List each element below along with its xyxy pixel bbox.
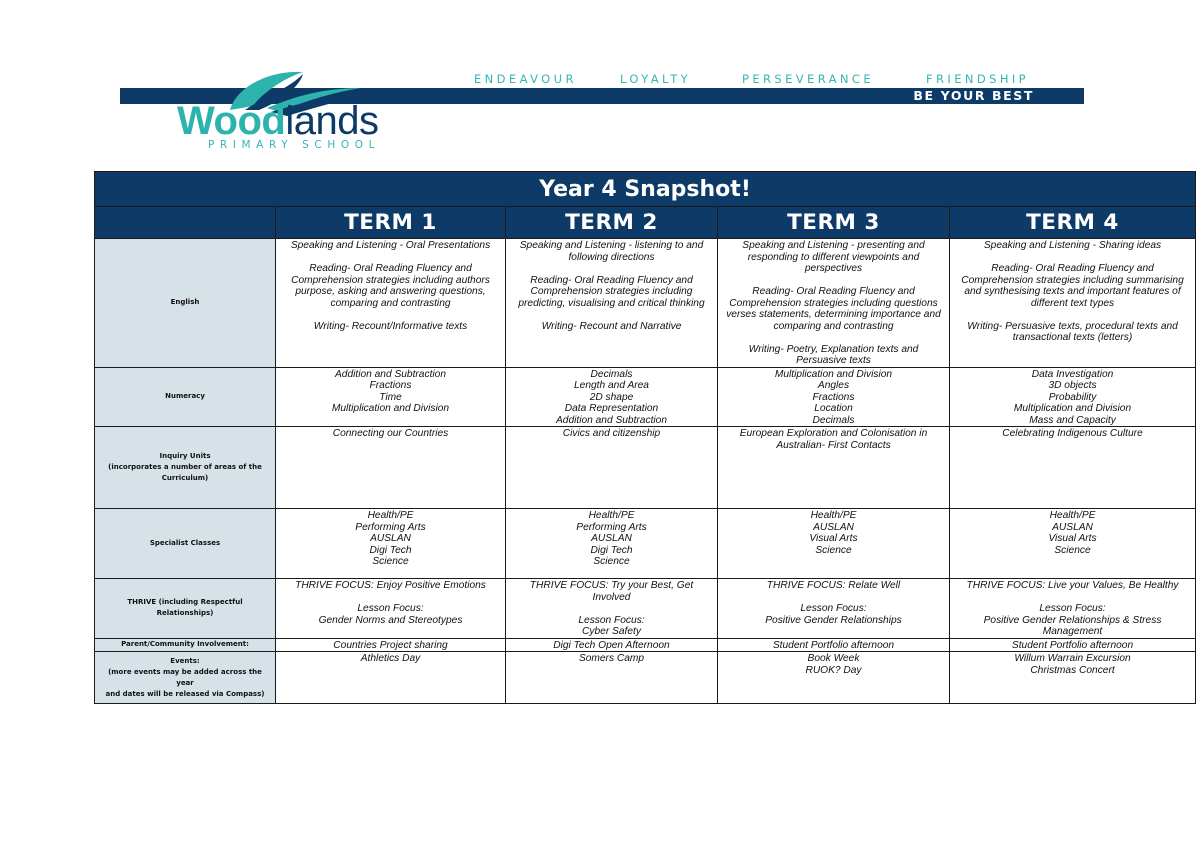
row-label-line: and dates will be released via Compass)	[105, 689, 265, 698]
term-2-header: TERM 2	[506, 207, 718, 239]
cell-line: Comprehension strategies including questions	[729, 297, 938, 309]
motto-friendship: FRIENDSHIP	[926, 72, 1029, 86]
cell-line	[955, 309, 1190, 321]
row-label	[95, 509, 276, 579]
cell-line: Positive Gender Relationships & Stress	[983, 614, 1162, 626]
cell-line: Speaking and Listening - Oral Presentations	[290, 240, 491, 251]
cell-line: Student Portfolio afternoon	[1011, 639, 1134, 651]
cell-line: verses statements, determining importance and	[726, 309, 941, 320]
term-3-cell	[718, 579, 950, 639]
cell-line: comparing and contrasting	[330, 297, 451, 309]
cell-line: 3D objects	[1048, 380, 1097, 391]
term-4-cell	[950, 427, 1196, 509]
cell-line: Science	[372, 556, 409, 567]
term-2-cell	[506, 652, 718, 704]
row-label-line: Events:	[170, 656, 200, 665]
table-row	[95, 638, 1196, 652]
cell-line: perspectives	[804, 263, 863, 274]
cell-line: Connecting our Countries	[332, 428, 449, 439]
cell-line: AUSLAN	[1052, 521, 1093, 533]
row-label-line: Numeracy	[165, 392, 205, 401]
cell-line: Digi Tech	[590, 544, 633, 556]
cell-line: Writing- Poetry, Explanation texts and	[748, 343, 919, 355]
cell-line: Countries Project sharing	[333, 639, 448, 651]
term-2-cell	[506, 638, 718, 652]
cell-line: Reading- Oral Reading Fluency and	[530, 274, 693, 286]
cell-line	[723, 592, 944, 604]
term-2-cell	[506, 239, 718, 368]
cell-line: 2D shape	[589, 391, 634, 403]
cell-line: Cyber Safety	[582, 626, 641, 637]
row-label	[95, 239, 276, 368]
cell-line: AUSLAN	[370, 533, 411, 544]
cell-line	[511, 309, 712, 321]
term-3-cell	[718, 427, 950, 509]
cell-line: Comprehension strategies including summarising	[961, 274, 1184, 286]
row-label-line: (more events may be added across the year	[108, 667, 262, 687]
cell-line	[955, 592, 1190, 604]
table-row	[95, 509, 1196, 579]
cell-line: Health/PE	[1049, 510, 1096, 521]
row-label	[95, 579, 276, 639]
motto-endeavour: ENDEAVOUR	[474, 72, 577, 86]
cell-line: Lesson Focus:	[800, 603, 867, 614]
cell-line: Reading- Oral Reading Fluency and	[309, 263, 472, 274]
cell-line: Lesson Focus:	[357, 603, 424, 614]
term-4-cell	[950, 579, 1196, 639]
cell-line: Comprehension strategies including authors	[291, 274, 490, 286]
cell-line	[955, 252, 1190, 264]
motto-loyalty: LOYALTY	[620, 72, 692, 86]
cell-line: Somers Camp	[578, 653, 645, 664]
term-1-cell	[276, 579, 506, 639]
cell-line: purpose, asking and answering questions,	[295, 286, 486, 297]
cell-line: Angles	[817, 380, 850, 391]
cell-line: Health/PE	[588, 510, 635, 521]
cell-line: Comprehension strategies including	[530, 286, 693, 297]
cell-line: Book Week	[807, 653, 860, 664]
term-4-header: TERM 4	[950, 207, 1196, 239]
row-label	[95, 638, 276, 652]
term-1-header: TERM 1	[276, 207, 506, 239]
term-2-cell	[506, 367, 718, 427]
cell-line: Willum Warrain Excursion	[1014, 653, 1131, 664]
term-4-cell	[950, 509, 1196, 579]
row-label	[95, 367, 276, 427]
term-2-cell	[506, 509, 718, 579]
term-4-cell	[950, 367, 1196, 427]
cell-line: predicting, visualising and critical thinking	[518, 297, 705, 309]
cell-line: Writing- Persuasive texts, procedural texts and	[967, 320, 1178, 332]
term-2-cell	[506, 427, 718, 509]
cell-line: Australian- First Contacts	[776, 439, 891, 451]
cell-line: transactional texts (letters)	[1012, 332, 1133, 343]
cell-line: Reading- Oral Reading Fluency and	[752, 286, 915, 297]
cell-line: Writing- Recount and Narrative	[541, 320, 682, 332]
cell-line: Persuasive texts	[796, 355, 871, 366]
row-label-line: THRIVE (including Respectful Relationships)	[127, 598, 243, 618]
term-4-cell	[950, 638, 1196, 652]
cell-line: Speaking and Listening - Sharing ideas	[983, 240, 1162, 251]
cell-line: Data Investigation	[1031, 368, 1114, 380]
cell-line: RUOK? Day	[805, 664, 862, 676]
term-1-cell	[276, 509, 506, 579]
cell-line	[281, 252, 500, 264]
cell-line: Mass and Capacity	[1029, 414, 1116, 426]
cell-line: Student Portfolio afternoon	[772, 639, 895, 651]
table-row	[95, 367, 1196, 427]
cell-line: Science	[815, 544, 852, 556]
cell-line: Performing Arts	[355, 521, 426, 533]
term-header-blank	[95, 207, 276, 239]
table-row	[95, 239, 1196, 368]
cell-line: THRIVE FOCUS: Live your Values, Be Healthy	[966, 580, 1179, 591]
term-2-cell	[506, 579, 718, 639]
cell-line: Science	[593, 556, 630, 567]
cell-line: Health/PE	[810, 510, 857, 521]
motto-strip	[440, 70, 1084, 88]
motto-perseverance: PERSEVERANCE	[742, 72, 874, 86]
term-4-cell	[950, 239, 1196, 368]
cell-line: Positive Gender Relationships	[765, 614, 902, 626]
row-label-line: Specialist Classes	[149, 539, 221, 547]
cell-line: Civics and citizenship	[562, 428, 661, 439]
cell-line: Science	[1054, 544, 1091, 556]
cell-line: Length and Area	[574, 380, 649, 391]
cell-line	[281, 309, 500, 321]
term-3-header: TERM 3	[718, 207, 950, 239]
table-row	[95, 652, 1196, 704]
tagline: BE YOUR BEST	[913, 88, 1034, 103]
cell-line: Speaking and Listening - presenting and	[742, 240, 925, 251]
cell-line: Speaking and Listening - listening to and	[519, 240, 704, 251]
cell-line	[723, 332, 944, 344]
cell-line: THRIVE FOCUS: Relate Well	[766, 580, 901, 591]
cell-line: Visual Arts	[1048, 533, 1097, 544]
row-label-line: Curriculum)	[161, 474, 209, 482]
cell-line: Athletics Day	[360, 653, 421, 664]
table-row	[95, 427, 1196, 509]
cell-line: Visual Arts	[809, 533, 858, 544]
cell-line: Decimals	[590, 368, 633, 380]
cell-line: Health/PE	[367, 510, 414, 521]
cell-line: following directions	[568, 251, 655, 263]
cell-line: European Exploration and Colonisation in	[739, 428, 928, 439]
cell-line: Performing Arts	[576, 521, 647, 533]
term-1-cell	[276, 652, 506, 704]
cell-line: Celebrating Indigenous Culture	[1002, 428, 1143, 439]
cell-line: different text types	[1030, 297, 1115, 309]
cell-line	[723, 275, 944, 287]
cell-line: Probability	[1048, 391, 1097, 403]
row-label-line: Parent/Community Involvement:	[121, 640, 249, 649]
cell-line	[511, 263, 712, 275]
row-label	[95, 427, 276, 509]
cell-line: Fractions	[812, 391, 855, 403]
row-label-line: English	[170, 298, 200, 307]
cell-line: Addition and Subtraction	[334, 368, 446, 380]
term-3-cell	[718, 509, 950, 579]
cell-line: Christmas Concert	[1030, 664, 1115, 676]
term-1-cell	[276, 367, 506, 427]
cell-line: Multiplication and Division	[1013, 403, 1132, 414]
term-3-cell	[718, 367, 950, 427]
cell-line: Data Representation	[564, 403, 659, 414]
cell-line: Addition and Subtraction	[555, 414, 667, 426]
cell-line: Time	[379, 391, 402, 403]
cell-line	[511, 603, 712, 615]
cell-line	[281, 592, 500, 604]
cell-line: Location	[814, 403, 853, 414]
term-1-cell	[276, 239, 506, 368]
cell-line: Multiplication and Division	[774, 368, 893, 380]
cell-line: Fractions	[369, 380, 412, 391]
cell-line: Involved	[592, 591, 631, 603]
cell-line: Lesson Focus:	[578, 614, 645, 626]
table-row	[95, 579, 1196, 639]
cell-line: Reading- Oral Reading Fluency and	[991, 263, 1154, 274]
term-3-cell	[718, 239, 950, 368]
cell-line: comparing and contrasting	[773, 320, 894, 332]
row-label-line: Inquiry Units	[159, 452, 211, 460]
cell-line: Writing- Recount/Informative texts	[313, 320, 468, 332]
cell-line: Gender Norms and Stereotypes	[318, 614, 463, 626]
cell-line: AUSLAN	[813, 521, 854, 533]
cell-line: Digi Tech	[369, 544, 412, 556]
term-3-cell	[718, 652, 950, 704]
term-3-cell	[718, 638, 950, 652]
cell-line: responding to different viewpoints and	[747, 251, 920, 263]
cell-line: Decimals	[812, 414, 855, 426]
row-label	[95, 652, 276, 704]
cell-line: and synthesising texts and important features of	[964, 286, 1181, 297]
logo-subtitle: PRIMARY SCHOOL	[208, 139, 381, 151]
cell-line: Digi Tech Open Afternoon	[553, 639, 670, 651]
school-logo	[175, 66, 455, 158]
year4-snapshot-table	[94, 171, 1196, 704]
logo-wordmark: Woodlands	[177, 99, 379, 143]
table-title: Year 4 Snapshot!	[95, 172, 1196, 207]
cell-line: Lesson Focus:	[1039, 603, 1106, 614]
cell-line: THRIVE FOCUS: Try your Best, Get	[529, 580, 694, 591]
cell-line: AUSLAN	[591, 533, 632, 544]
row-label-line: (incorporates a number of areas of the	[108, 463, 262, 471]
cell-line: Multiplication and Division	[331, 403, 450, 414]
term-1-cell	[276, 427, 506, 509]
school-header	[0, 0, 1200, 165]
cell-line: THRIVE FOCUS: Enjoy Positive Emotions	[295, 580, 486, 591]
term-4-cell	[950, 652, 1196, 704]
cell-line: Management	[1042, 626, 1103, 637]
term-1-cell	[276, 638, 506, 652]
